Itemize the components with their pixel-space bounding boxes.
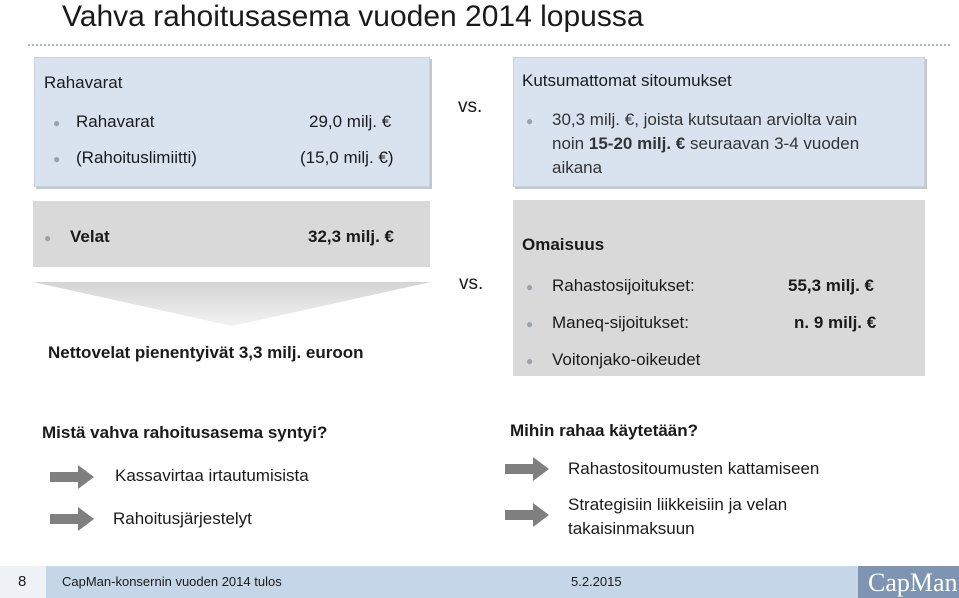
right-arrow-icon (50, 465, 94, 489)
footer-text: CapMan-konsernin vuoden 2014 tulos (62, 574, 282, 589)
right-section-heading: Mihin rahaa käytetään? (510, 421, 699, 440)
page-number: 8 (18, 573, 27, 590)
carried-interest-label: Voitonjako-oikeudet (552, 350, 701, 369)
page-title: Vahva rahoitusasema vuoden 2014 lopussa (62, 0, 644, 33)
bullet-icon: ● (44, 231, 52, 245)
bullet-icon: ● (53, 116, 61, 130)
right-section-item-line1: Strategisiin liikkeisiin ja velan (568, 495, 788, 514)
commitments-line2 (552, 134, 859, 154)
bullet-icon: ● (526, 317, 534, 331)
credit-row-label: (Rahoituslimiitti) (76, 148, 197, 167)
cash-row-value: 29,0 milj. € (309, 112, 392, 131)
bullet-icon: ● (526, 114, 534, 128)
vs-label-middle: vs. (459, 273, 484, 294)
left-section-heading: Mistä vahva rahoitusasema syntyi? (42, 423, 328, 442)
commitments-line2-pre: noin (552, 134, 589, 153)
capman-logo: CapMan (868, 568, 958, 597)
commitments-line3: aikana (552, 158, 603, 177)
right-arrow-icon (50, 507, 94, 531)
left-section-item: Rahoitusjärjestelyt (113, 509, 252, 528)
right-section-item: Rahastositoumusten kattamiseen (568, 459, 820, 478)
credit-row-value: (15,0 milj. €) (300, 148, 394, 167)
commitments-heading: Kutsumattomat sitoumukset (522, 71, 732, 90)
bullet-icon: ● (526, 354, 534, 368)
net-debt-text: Nettovelat pienentyivät 3,3 milj. euroon (48, 343, 364, 362)
left-section-item: Kassavirtaa irtautumisista (115, 466, 309, 485)
assets-row-value: 55,3 milj. € (788, 276, 874, 295)
maneq-row-value: n. 9 milj. € (794, 313, 877, 332)
maneq-row-label: Maneq-sijoitukset: (552, 313, 690, 332)
right-arrow-icon (505, 503, 549, 527)
right-section-item-line2: takaisinmaksuun (568, 519, 695, 538)
bullet-icon: ● (526, 280, 534, 294)
funnel-arrow-shape (33, 282, 431, 326)
title-divider (28, 44, 950, 46)
commitments-line2-bold: 15-20 milj. € (588, 134, 686, 153)
right-arrow-icon (505, 457, 549, 481)
vs-label-top: vs. (458, 96, 483, 117)
cash-box-heading: Rahavarat (44, 73, 123, 92)
commitments-line2-post: seuraavan 3-4 vuoden (685, 134, 860, 153)
debt-label: Velat (70, 227, 110, 246)
bullet-icon: ● (53, 152, 61, 166)
debt-value: 32,3 milj. € (308, 227, 394, 246)
cash-row-label: Rahavarat (76, 112, 155, 131)
commitments-line1: 30,3 milj. €, joista kutsutaan arviolta vain (552, 110, 858, 129)
footer-date: 5.2.2015 (571, 574, 622, 589)
assets-heading: Omaisuus (522, 235, 605, 254)
assets-row-label: Rahastosijoitukset: (552, 276, 695, 295)
